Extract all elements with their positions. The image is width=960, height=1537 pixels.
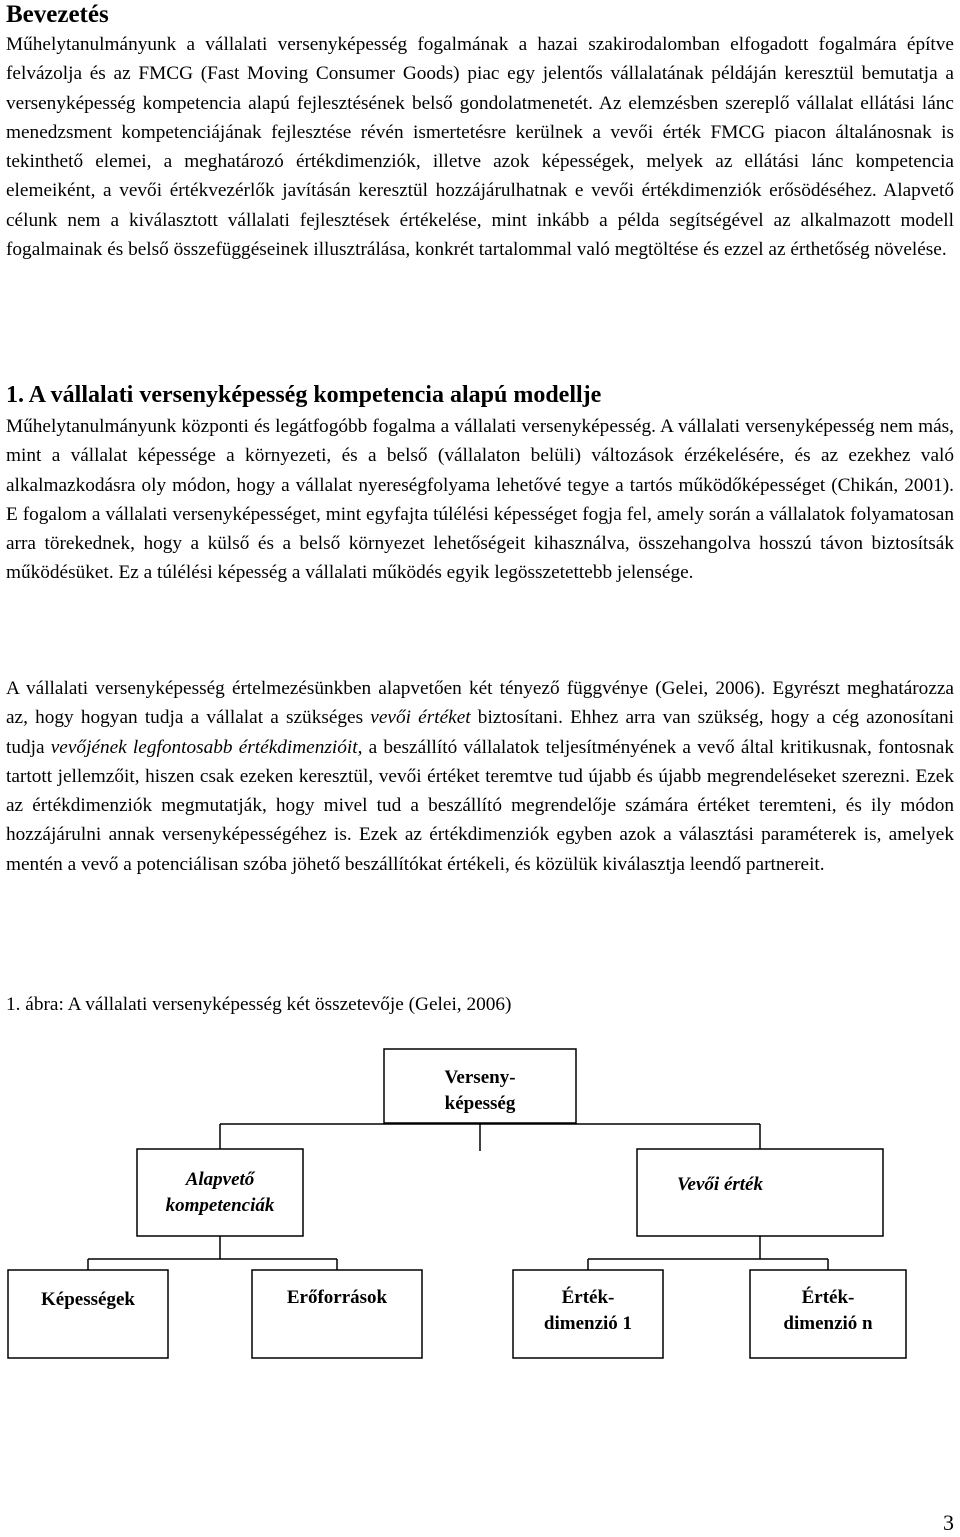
emphasis-ertekdimenziok: vevőjének legfontosabb értékdimenzióit [50, 736, 358, 758]
label-l2: Erőforrások [286, 1287, 388, 1308]
label-root-1: Verseny- [444, 1067, 516, 1088]
label-r1-2: dimenzió 1 [543, 1313, 633, 1334]
paragraph-text: biztosítani. Ehhez arra van szükség, hogy a cég azonosítani tudja [6, 707, 954, 758]
label-left-1: Alapvető [185, 1169, 255, 1190]
intro-paragraph: Műhelytanulmányunk a vállalati versenyképesség fogalmának a hazai szakirodalomban elfogadott fogalmára építve felvázolja és az FMCG (Fast Moving Consumer Goods) piac egy jelentős vállalatának példáján keresztül bemutatja a versenyképesség kompetencia alapú fejlesztésének belső gondolatmenetét. Az elemzésben szereplő vállalat ellátási lánc menedzsment kompetenciájának fejlesztése révén ismertetésre kerülnek a vevői érték FMCG piacon általánosnak is tekinthető elemei, a meghatározó értékdimenziók, illetve azok képességek, melyek az ellátási lánc kompetencia elemeiként, a vevői értékvezérlők javításán keresztül hozzájárulhatnak e vevői értékdimenziók erősödéséhez. Alapvető célunk nem a kiválasztott vállalati fejlesztések értékelése, mint inkább a példa segítségével az alkalmazott modell fogalmainak és belső összefüggéseinek illusztrálása, konkrét tartalommal való megtöltése és ezzel az érthetőség növelése. [6, 34, 954, 261]
paragraph-text: , a beszállító vállalatok teljesítményének a vevő által kritikusnak, fontosnak tartott jellemzőit, hiszen csak ezeken keresztül, vevői értéket teremtve tud újabb és újabb megrendeléseket szerezni. Ezek az értékdimenziók megmutatják, hogy mivel tud a beszállító megrendelője számára értéket teremteni, és ily módon hozzájárulni annak versenyképességéhez is. Ezek az értékdimenziók egyben azok a választási paraméterek is, amelyek mentén a vevő a potenciálisan szóba jöhető beszállítókat értékeli, és közülük kiválasztja leendő partnereit. [6, 736, 955, 875]
heading-intro: Bevezetés [6, 1, 109, 28]
label-left-2: kompetenciák [165, 1195, 275, 1216]
section1-paragraph-1: Műhelytanulmányunk központi és legátfogóbb fogalma a vállalati versenyképesség. A vállalati versenyképesség nem más, mint a vállalat képessége a környezeti, és a belső (vállalaton belüli) változások érzékelésére, és az ezekhez való alkalmazkodásra oly módon, hogy a vállalat nyereségfolyama lehetővé tegye a tartós működőképességet (Chikán, 2001). E fogalom a vállalati versenyképességet, mint egyfajta túlélési képességet fogja fel, amely során a vállalatok folyamatosan arra törekednek, hogy a külső és a belső környezet lehetőségeit kihasználva, összehangolva hosszú távon biztosítsák működésüket. Ez a túlélési képesség a vállalati működés egyik legösszetettebb jelensége. [6, 416, 954, 584]
box-left [137, 1149, 303, 1236]
figure-caption: 1. ábra: A vállalati versenyképesség két összetevője (Gelei, 2006) [6, 994, 512, 1015]
label-right: Vevői érték [676, 1174, 764, 1195]
label-r1-1: Érték- [561, 1287, 615, 1308]
page-number: 3 [943, 1510, 954, 1535]
label-r2-2: dimenzió n [783, 1313, 873, 1334]
label-l1: Képességek [41, 1289, 135, 1310]
label-root-2: képesség [444, 1093, 516, 1114]
heading-section-1: 1. A vállalati versenyképesség kompetencia alapú modellje [6, 382, 602, 408]
label-r2-1: Érték- [801, 1287, 855, 1308]
paragraph-text: A vállalati versenyképesség értelmezésünkben alapvetően két tényező függvénye (Gelei, 2006). Egyrészt meghatározza az, hogy hogyan tudja a vállalat a szükséges [6, 678, 954, 729]
box-l2 [252, 1270, 422, 1358]
emphasis-vevoi-ertek: vevői értéket [370, 707, 471, 729]
box-l1 [8, 1270, 168, 1358]
